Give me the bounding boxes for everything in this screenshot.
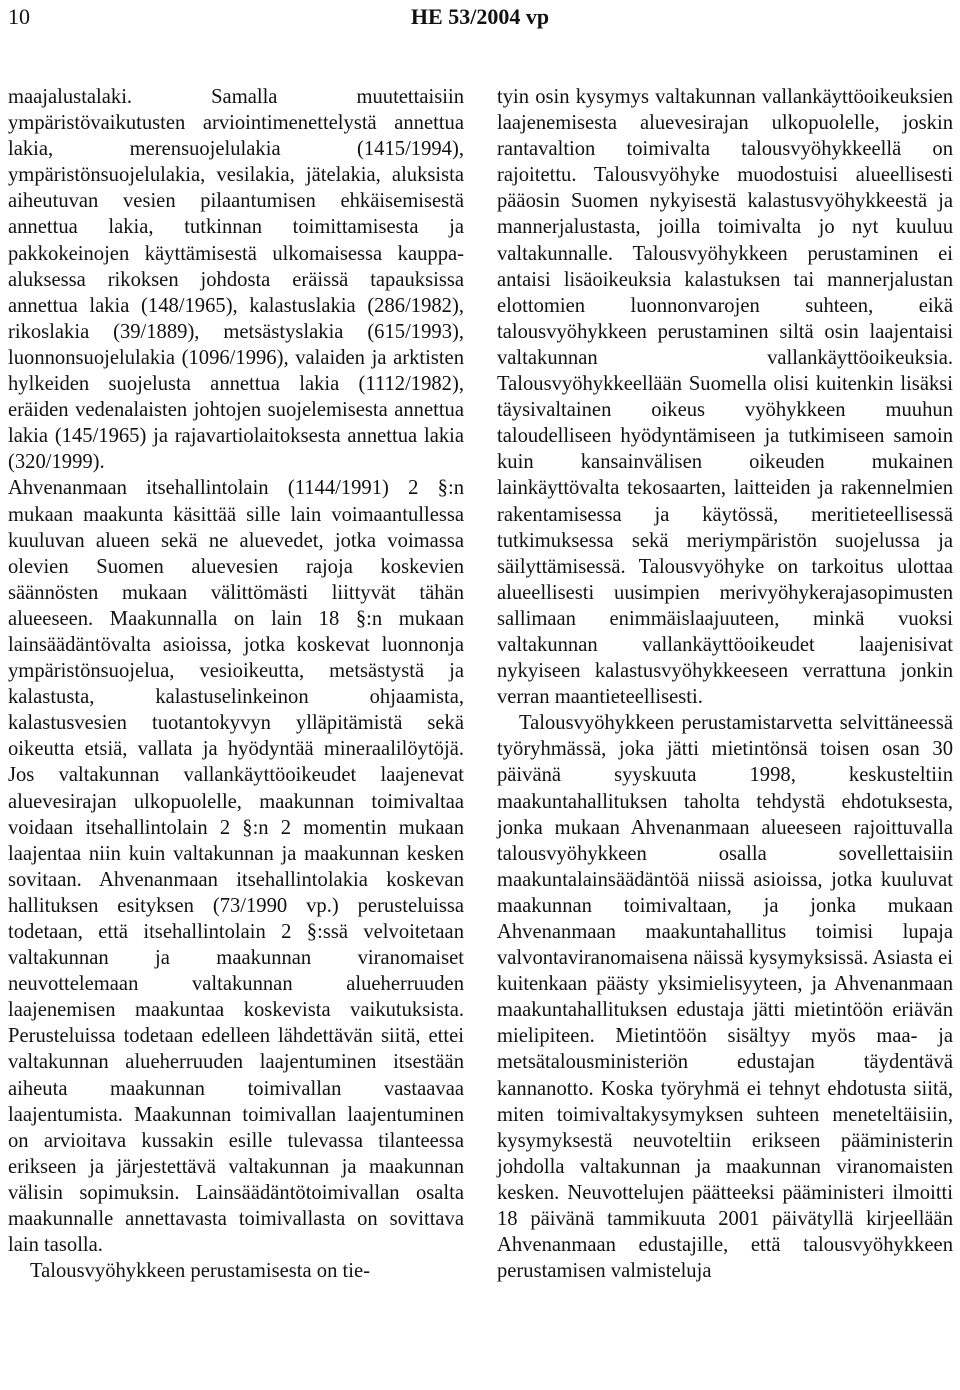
left-column [8,84,464,1284]
paragraph: tyin osin kysymys valtakunnan vallankäyttöoikeuksien laajenemisesta aluevesirajan ulkopuolelle, joskin rantavaltion toimivalta talousvyöhykkeellä on rajoitettu. Talousvyöhyke muodostuisi alueellisesti pääosin Suomen nykyisestä kalastusvyöhykkeestä ja mannerjalustasta, joilla toimivalta jo nyt kuuluu valtakunnalle. Talousvyöhykkeen perustaminen ei antaisi lisäoikeuksia kalastuksen tai mannerjalustan elottomien luonnonvarojen suhteen, eikä talousvyöhykkeen perustaminen siltä osin laajentaisi valtakunnan vallankäyttöoikeuksia. Talousvyöhykkeellään Suomella olisi kuitenkin lisäksi täysivaltainen oikeus vyöhykkeen muuhun taloudelliseen hyödyntämiseen ja tutkimiseen samoin kuin kansainvälisen oikeuden mukainen lainkäyttövalta tekosaarten, laitteiden ja rakennelmien rakentamisessa ja käytössä, meritieteellisessä tutkimuksessa sekä meriympäristön suojelussa ja säilyttämisessä. Talousvyöhyke on tarkoitus ulottaa alueellisesti uusimpien merivyöhykerajasopimusten sallimaan enimmäislaajuuteen, minkä vuoksi valtakunnan vallankäyttöoikeudet laajenisivat nykyiseen kalastusvyöhykkeeseen verrattuna jonkin verran maantieteellisesti. [497,86,953,709]
paragraph: Ahvenanmaan itsehallintolain (1144/1991) 2 §:n mukaan maakunta käsittää sille lain voimaantullessa kuuluvan alueen sekä ne aluevedet, jotka voimassa olevien Suomen aluevesien rajoja koskevien säännösten mukaan välittömästi liittyvät tähän alueeseen. Maakunnalla on lain 18 §:n mukaan lainsäädäntövalta asioissa, jotka koskevat luonnonja ympäristönsuojelua, vesioikeutta, metsästystä ja kalastusta, kalastuselinkeinon ohjaamista, kalastusvesien tuotantokyvyn ylläpitämistä sekä oikeutta etsiä, vallata ja hyödyntää mineraalilöytöjä. Jos valtakunnan vallankäyttöoikeudet laajenevat aluevesirajan ulkopuolelle, maakunnan toimivaltaa voidaan itsehallintolain 2 §:n 2 momentin mukaan laajentaa niin kuin valtakunnan ja maakunnan kesken sovitaan. Ahvenanmaan itsehallintolakia koskevan hallituksen esityksen (73/1990 vp.) perusteluissa todetaan, että itsehallintolain 2 §:ssä velvoitetaan valtakunnan ja maakunnan viranomaiset neuvottelemaan valtakunnan alueherruuden laajenemisen maakuntaa koskevista vaikutuksista. Perusteluissa todetaan edelleen lähdettävän siitä, ettei valtakunnan alueherruuden laajentuminen itsestään aiheuta maakunnan toimivallan vastaavaa laajentumista. Maakunnan toimivallan laajentuminen on arvioitava kussakin esille tulevassa tilanteessa erikseen ja järjestettävä valtakunnan ja maakunnan välisin sopimuksin. Lainsäädäntötoimivallan osalta maakunnalle annettavasta toimivallasta on sovittava lain tasolla. [8,477,464,1257]
paragraph: Talousvyöhykkeen perustamisesta on tie- [30,1260,370,1283]
page-header [0,0,960,40]
paragraph: Talousvyöhykkeen perustamistarvetta selvittäneessä työryhmässä, joka jätti mietintönsä toisen osan 30 päivänä syyskuuta 1998, keskusteltiin maakuntahallituksen taholta tehdystä ehdotuksesta, jonka mukaan Ahvenanmaan alueeseen rajoittuvalla talousvyöhykkeen osalla sovellettaisiin maakuntalainsäädäntöä niissä asioissa, jotka kuuluvat maakunnan toimivaltaan, ja jonka mukaan Ahvenanmaan maakuntahallitus toimisi lupaja valvontaviranomaisena näissä kysymyksissä. Asiasta ei kuitenkaan päästy yksimielisyyteen, ja Ahvenanmaan maakuntahallituksen edustaja jätti mietintöön eriävän mielipiteen. Mietintöön sisältyy myös maa- ja metsätalousministeriön edustajan täydentävä kannanotto. Koska työryhmä ei tehnyt ehdotusta siitä, miten toimivaltakysymyksen suhteen meneteltäisiin, kysymyksestä neuvoteltiin erikseen pääministerin johdolla valtakunnan ja maakunnan viranomaisten kesken. Neuvottelujen päätteeksi pääministeri ilmoitti 18 päivänä tammikuuta 2001 päivätyllä kirjeellään Ahvenanmaan edustajille, että talousvyöhykkeen perustamisen valmisteluja [497,712,953,1283]
right-column [497,84,953,1284]
page-number: 10 [8,4,30,29]
paragraph: maajalustalaki. Samalla muutettaisiin ympäristövaikutusten arviointimenettelystä annettua lakia, merensuojelulakia (1415/1994), ympäristönsuojelulakia, vesilakia, jätelakia, aluksista aiheutuvan vesien pilaantumisen ehkäisemisestä annettua lakia, tutkinnan toimittamisesta ja pakkokeinojen käyttämisestä ulkomaisessa kauppa-aluksessa rikoksen johdosta eräissä tapauksissa annettua lakia (148/1965), kalastuslakia (286/1982), rikoslakia (39/1889), metsästyslakia (615/1993), luonnonsuojelulakia (1096/1996), valaiden ja arktisten hylkeiden suojelusta annettua lakia (1112/1982), eräiden vedenalaisten johtojen suojelemisesta annettua lakia (145/1965) ja rajavartiolaitoksesta annettua lakia (320/1999). [8,86,464,474]
document-id: HE 53/2004 vp [410,4,550,29]
